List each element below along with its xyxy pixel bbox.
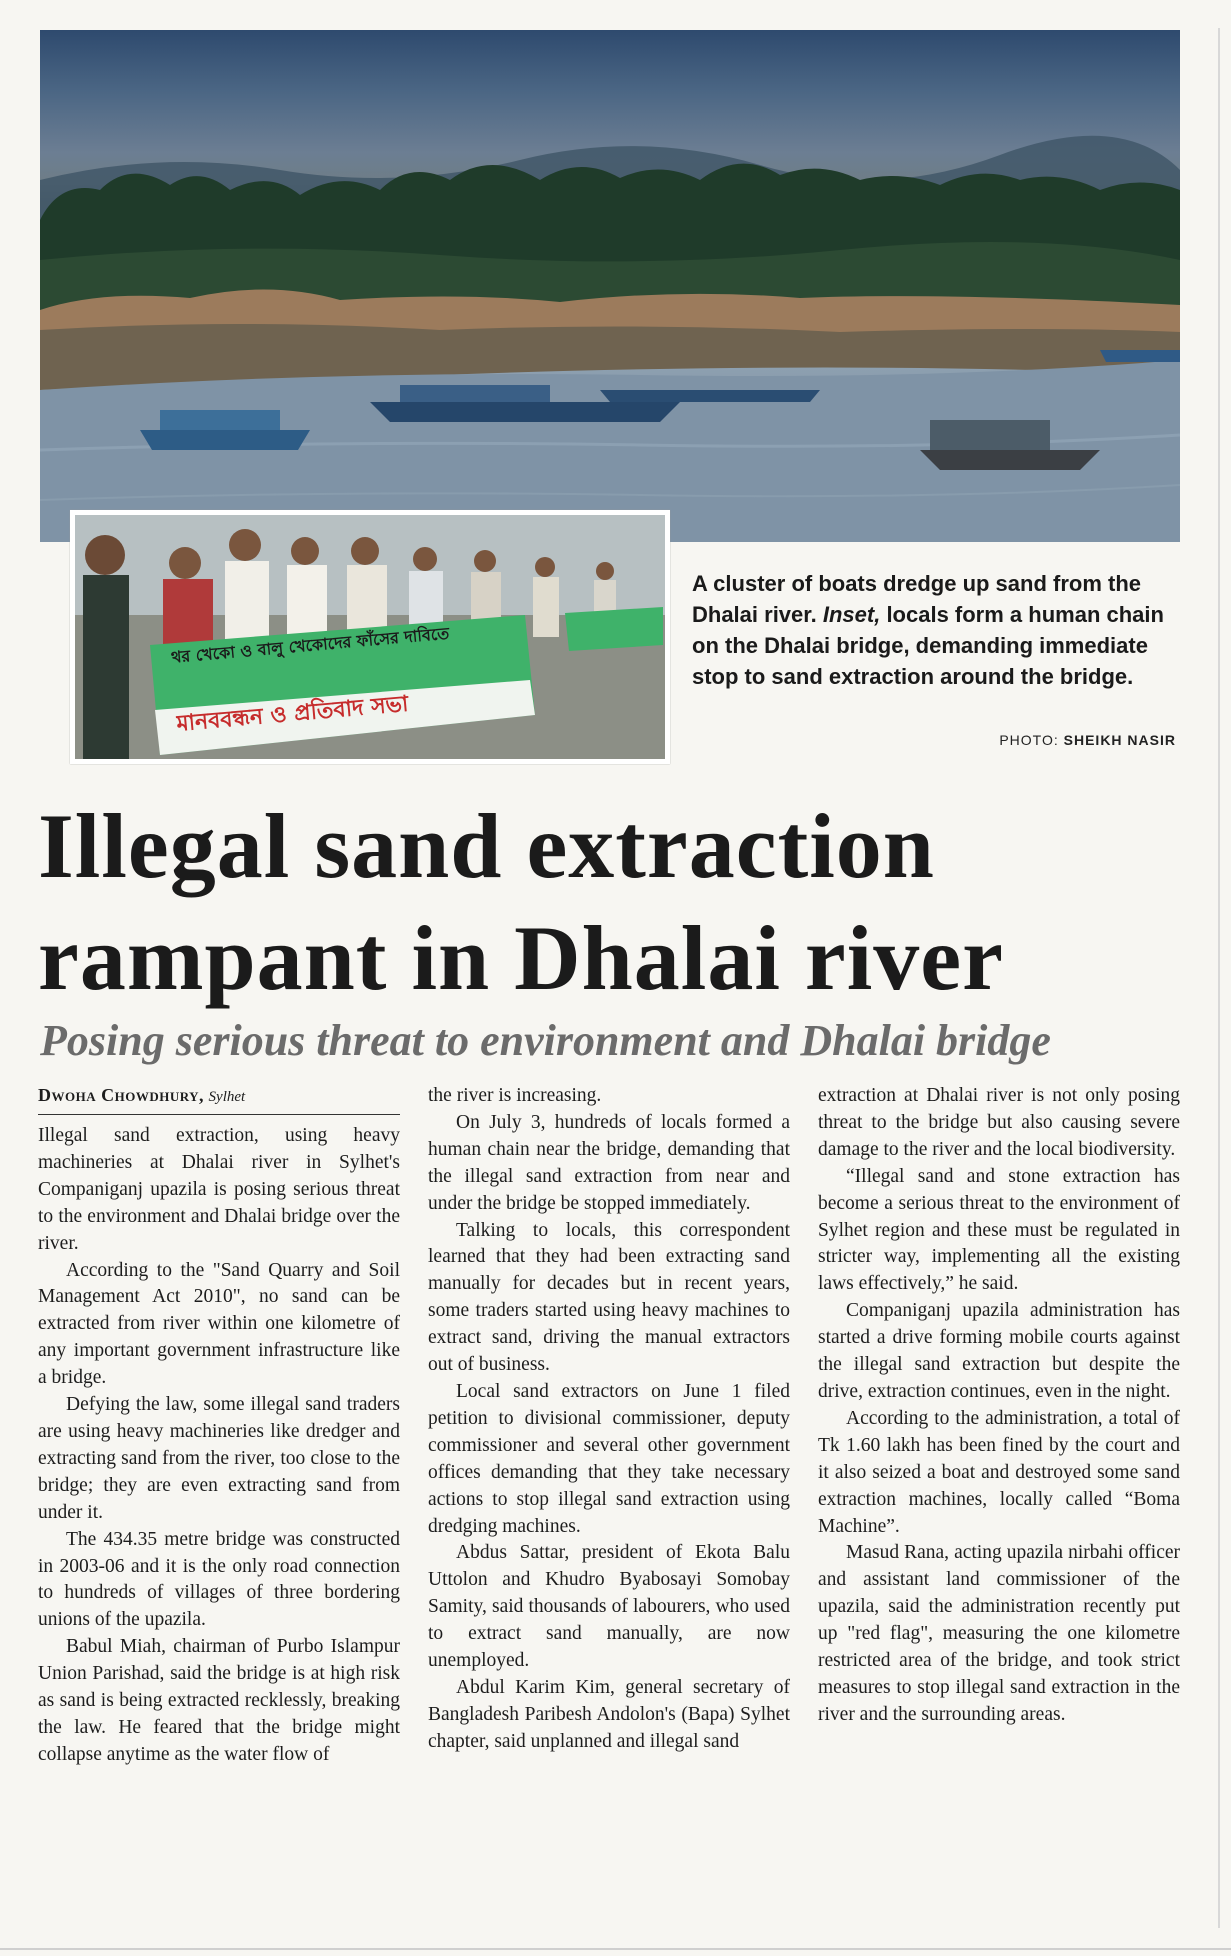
- main-photo-boats: [40, 30, 1180, 542]
- caption-tail: locals form a human chain on the Dhalai bridge, demanding immediate stop to sand extraction around the bridge.: [692, 602, 1164, 689]
- paragraph-continued: extraction at Dhalai river is not only posing threat to the bridge but also causing severe damage to the river and the local biodiversity.: [818, 1085, 1180, 1160]
- paragraph: Babul Miah, chairman of Purbo Islampur Union Parishad, said the bridge is at high risk as sand is being extracted recklessly, breaking the law. He feared that the bridge might collapse anytime as the water flow of: [38, 1636, 400, 1765]
- headline-line-1: Illegal sand extraction: [38, 795, 935, 897]
- paragraph: Illegal sand extraction, using heavy machineries at Dhalai river in Sylhet's Companiganj upazila is posing serious threat to the environment and Dhalai bridge over the river.: [38, 1125, 400, 1254]
- river-scene-illustration: [40, 30, 1180, 542]
- paragraph: Companiganj upazila administration has started a drive forming mobile courts against the illegal sand extraction but despite the drive, extraction continues, even in the night.: [818, 1300, 1180, 1402]
- banner-text-line2: মানববন্ধন ও প্রতিবাদ সভা: [175, 691, 410, 737]
- paragraph: According to the administration, a total of Tk 1.60 lakh has been fined by the court and it also seized a boat and destroyed some sand extraction machines, locally called “Boma Machine”.: [818, 1407, 1180, 1537]
- caption-inset-word: Inset,: [822, 602, 881, 627]
- article-column-1: [38, 1083, 400, 1769]
- paragraph: Abdus Sattar, president of Ekota Balu Uttolon and Khudro Byabosayi Somobay Samity, said thousands of labourers, who used to extract sand manually, are now unemployed.: [428, 1542, 790, 1672]
- photo-credit-prefix: PHOTO:: [999, 732, 1064, 748]
- paragraph: The 434.35 metre bridge was constructed in 2003-06 and it is the only road connection to hundreds of villages of three bordering unions of the upazila.: [38, 1528, 400, 1631]
- photo-credit-name: SHEIKH NASIR: [1063, 732, 1176, 748]
- headline: [38, 790, 1198, 1014]
- page-bottom-rule: [0, 1948, 1231, 1950]
- byline-author: Dwoha Chowdhury,: [38, 1085, 205, 1105]
- photo-credit: [999, 732, 1176, 748]
- paragraph: Talking to locals, this correspondent learned that they had been extracting sand manually for decades but in recent years, some traders started using heavy machines to extract sand, driving the manual extractors out of business.: [428, 1219, 790, 1376]
- article-column-2: [428, 1083, 790, 1756]
- byline: [38, 1083, 400, 1115]
- inset-photo-human-chain: [70, 510, 670, 764]
- subheadline: Posing serious threat to environment and Dhalai bridge: [40, 1016, 1051, 1065]
- caption-lead: A cluster of boats dredge up sand from the Dhalai river.: [692, 571, 1142, 627]
- paragraph: Abdul Karim Kim, general secretary of Bangladesh Paribesh Andolon's (Bapa) Sylhet chapter, said unplanned and illegal sand: [428, 1676, 790, 1752]
- headline-line-2: rampant in Dhalai river: [38, 907, 1004, 1009]
- page-edge-rule: [1218, 28, 1220, 1928]
- paragraph: According to the "Sand Quarry and Soil Management Act 2010", no sand can be extracted from river within one kilometre of any important government infrastructure like a bridge.: [38, 1259, 400, 1389]
- banner-text-line1: থর খেকো ও বালু খেকোদের ফাঁসের দাবিতে: [170, 623, 450, 667]
- paragraph: Masud Rana, acting upazila nirbahi officer and assistant land commissioner of the upazila, said the administration recently put up "red flag", measuring the one kilometre restricted area of the bridge, and took strict measures to stop illegal sand extraction in the river and the surrounding areas.: [818, 1542, 1180, 1725]
- article-column-3: [818, 1083, 1180, 1729]
- paragraph-continued: the river is increasing.: [428, 1085, 602, 1106]
- paragraph: Defying the law, some illegal sand traders are using heavy machineries like dredger and extracting sand from the river, too close to the bridge; they are even extracting sand from under it.: [38, 1394, 400, 1523]
- byline-location: Sylhet: [208, 1089, 246, 1105]
- paragraph: Local sand extractors on June 1 filed petition to divisional commissioner, deputy commissioner and several other government offices demanding that they take necessary actions to stop illegal sand extraction using dredging machines.: [428, 1380, 790, 1537]
- paragraph: “Illegal sand and stone extraction has become a serious threat to the environment of Sylhet region and these must be regulated in stricter way, implementing all the existing laws effectively,” he said.: [818, 1165, 1180, 1295]
- photo-caption: [692, 568, 1192, 692]
- paragraph: On July 3, hundreds of locals formed a human chain near the bridge, demanding that the illegal sand extraction from near and under the bridge be stopped immediately.: [428, 1111, 790, 1214]
